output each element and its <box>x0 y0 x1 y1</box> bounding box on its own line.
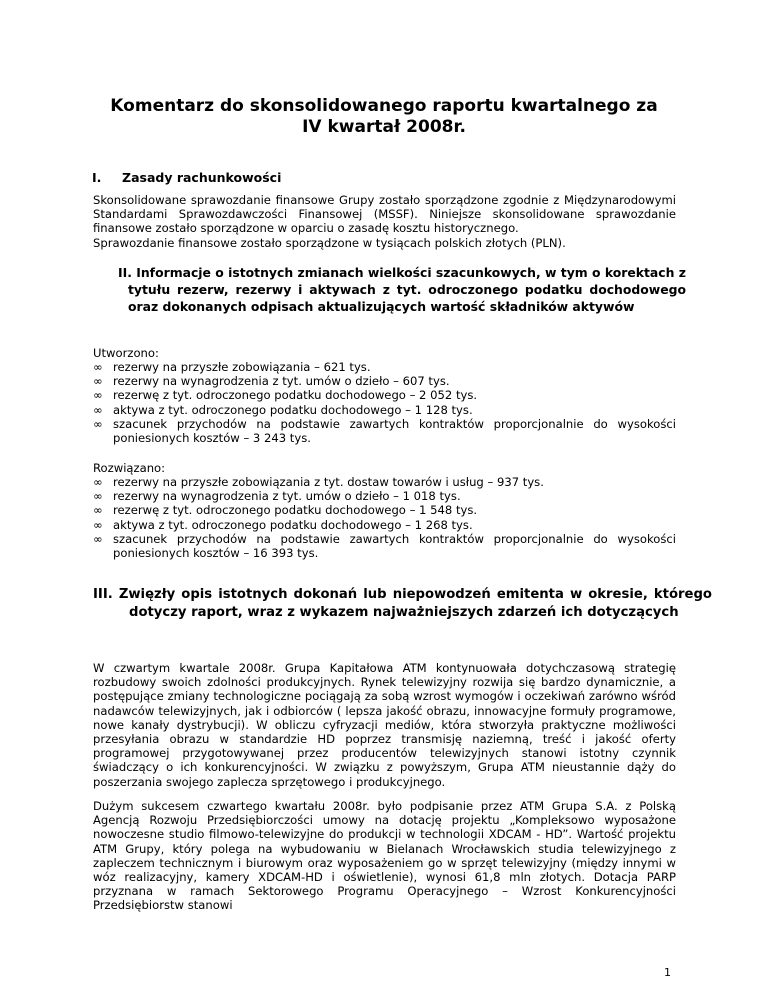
created-list <box>93 360 676 445</box>
bullet-icon: ∞ <box>93 517 103 532</box>
list-item: ∞ rezerwę z tyt. odroczonego podatku dochodowego – 1 548 tys. <box>93 503 478 518</box>
bullet-icon: ∞ <box>93 416 103 431</box>
section-3-paragraph-2: Dużym sukcesem czwartego kwartału 2008r. było podpisanie przez ATM Grupa S.A. z Polską Agencją Rozwoju Przedsiębiorczości umowy na dotację projektu „Kompleksowo wyposażone nowoczesne studio filmowo-telewizyjne do produkcji w technologii XDCAM - HD”. Wartość projektu ATM Grupy, który polega na wybudowaniu w Bielanach Wrocławskich studia telewizyjnego z zapleczem technicznym i biurowym oraz wyposażeniem go w sprzęt telewizyjny (między innymi w wóz realizacyjny, kamery XDCAM-HD i oświetlenie), wynosi 61,8 mln złotych. Dotacja PARP przyznana w ramach Sektorowego Programu Operacyjnego – Wzrost Konkurencyjności Przedsiębiorstw stanowi <box>93 799 676 913</box>
section-1-paragraph-2: Sprawozdanie finansowe zostało sporządzone w tysiącach polskich złotych (PLN). <box>93 236 566 250</box>
bullet-icon: ∞ <box>93 360 103 374</box>
released-label: Rozwiązano: <box>93 461 166 475</box>
section-3-paragraph-1: W czwartym kwartale 2008r. Grupa Kapitałowa ATM kontynuowała dotychczasową strategię rozbudowy swoich zdolności produkcyjnych. Rynek telewizyjny rozwija się bardzo dynamicznie, a postępujące zmiany technologiczne pociągają za sobą wzrost wymogów i oczekiwań zarówno wśród nadawców telewizyjnych, jak i odbiorców ( lepsza jakość obrazu, innowacyjne formuły programowe, nowe kanały dystrybucji). W obliczu cyfryzacji mediów, która stworzyła praktyczne możliwości przesyłania obrazu w standardzie HD poprzez transmisję naziemną, treść i jakość oferty programowej przygotowywanej przez producentów telewizyjnych stanowi istotny czynnik świadczący o ich konkurencyjności. W związku z powyższym, Grupa ATM nieustannie dąży do poszerzania swojego zaplecza sprzętowego i produkcyjnego. <box>93 661 676 789</box>
list-item: ∞ rezerwy na przyszłe zobowiązania z tyt. dostaw towarów i usług – 937 tys. <box>93 475 544 489</box>
list-item: ∞ aktywa z tyt. odroczonego podatku dochodowego – 1 128 tys. <box>93 402 473 417</box>
page-title <box>0 96 768 138</box>
list-item: ∞ rezerwy na wynagrodzenia z tyt. umów o dzieło – 1 018 tys. <box>93 489 461 504</box>
section-3-heading: III. Zwięzły opis istotnych dokonań lub niepowodzeń emitenta w okresie, którego dotyczy raport, wraz z wykazem najważniejszych zdarzeń ich dotyczących <box>93 587 712 620</box>
section-1-title: Zasady rachunkowości <box>122 170 282 185</box>
section-1-number: I. <box>92 170 102 185</box>
bullet-icon: ∞ <box>93 503 103 518</box>
bullet-icon: ∞ <box>93 475 103 489</box>
list-item: ∞ rezerwy na wynagrodzenia z tyt. umów o dzieło – 607 tys. <box>93 374 450 389</box>
section-1-paragraph-1: Skonsolidowane sprawozdanie finansowe Grupy zostało sporządzone zgodnie z Międzynarodowymi Standardami Sprawozdawczości Finansowej (MSSF). Niniejsze skonsolidowane sprawozdanie finansowe zostało sporządzone w oparciu o zasadę kosztu historycznego. <box>93 193 676 236</box>
released-list <box>93 475 676 560</box>
list-item: ∞ aktywa z tyt. odroczonego podatku dochodowego – 1 268 tys. <box>93 517 473 532</box>
page-number: 1 <box>664 966 671 979</box>
section-1-heading <box>92 170 281 185</box>
bullet-icon: ∞ <box>93 388 103 403</box>
title-line-2: IV kwartał 2008r. <box>302 117 466 137</box>
section-2-heading: II. Informacje o istotnych zmianach wielkości szacunkowych, w tym o korektach z tytułu rezerw, rezerwy i aktywach z tyt. odroczonego podatku dochodowego oraz dokonanych odpisach aktualizujących wartość składników aktywów <box>118 265 686 314</box>
list-item: ∞ szacunek przychodów na podstawie zawartych kontraktów proporcjonalnie do wysokości poniesionych kosztów – 3 243 tys. <box>93 416 676 446</box>
bullet-icon: ∞ <box>93 402 103 417</box>
list-item: ∞ rezerwę z tyt. odroczonego podatku dochodowego – 2 052 tys. <box>93 388 478 403</box>
created-label: Utworzono: <box>93 346 159 360</box>
list-item: ∞ rezerwy na przyszłe zobowiązania – 621 tys. <box>93 360 371 374</box>
bullet-icon: ∞ <box>93 374 103 389</box>
title-line-1: Komentarz do skonsolidowanego raportu kwartalnego za <box>110 96 658 116</box>
bullet-icon: ∞ <box>93 489 103 504</box>
bullet-icon: ∞ <box>93 531 103 546</box>
list-item: ∞ szacunek przychodów na podstawie zawartych kontraktów proporcjonalnie do wysokości poniesionych kosztów – 16 393 tys. <box>93 531 676 561</box>
